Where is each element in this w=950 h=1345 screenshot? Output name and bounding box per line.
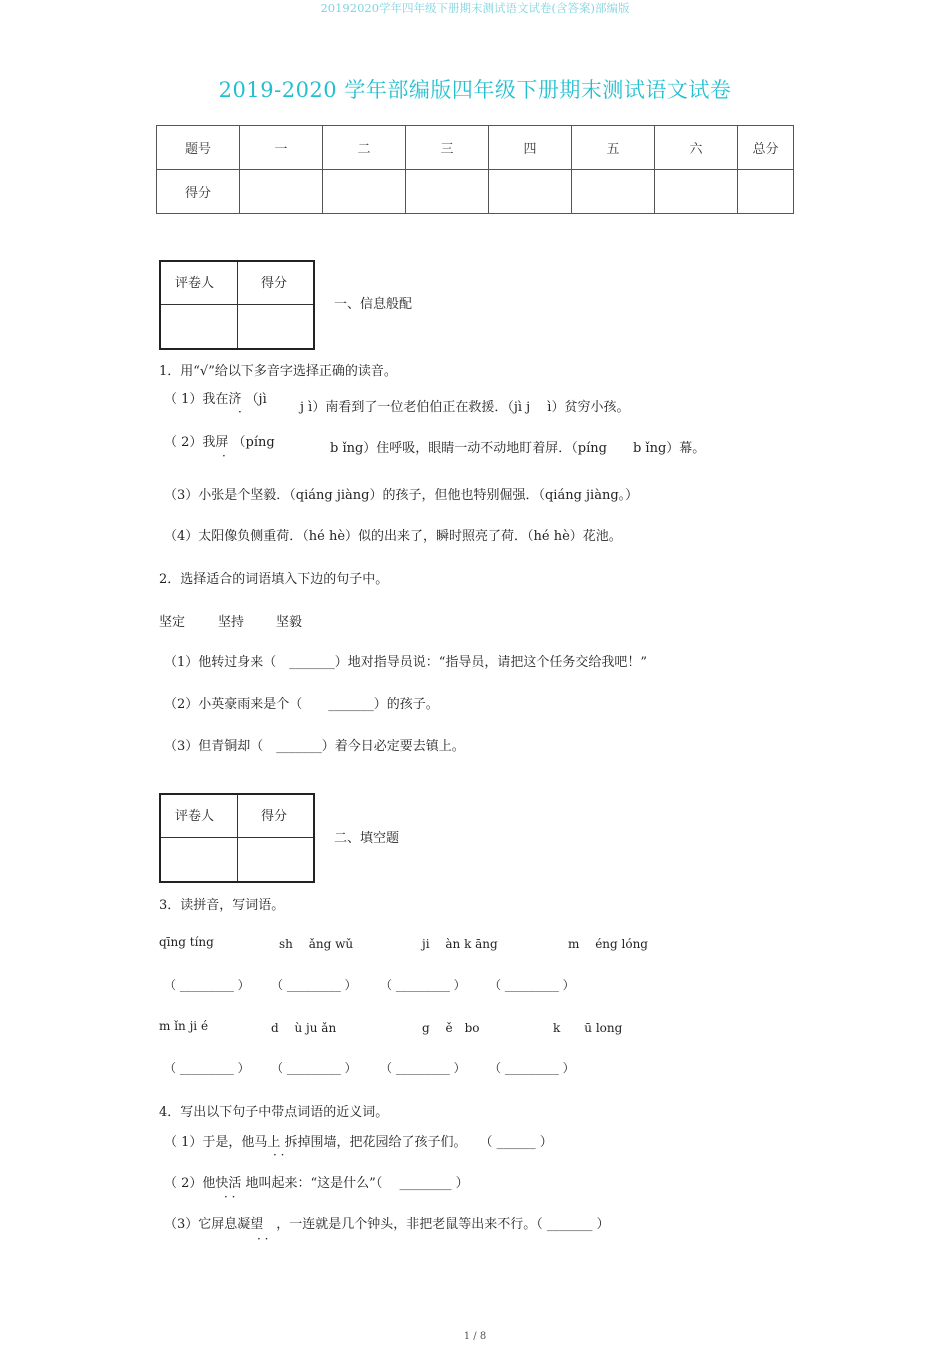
pinyin-item: qīng tíng — [159, 935, 214, 949]
grader-label: 评卷人 — [175, 809, 215, 824]
answer-blank[interactable]: （ _________ ） — [380, 1061, 466, 1075]
q4-stem: 4．写出以下句子中带点词语的近义词。 — [159, 1105, 389, 1120]
word-option: 坚毅 — [276, 615, 303, 630]
q2-sentence1: （1）他转过身来（ _______）地对指导员说：“指导员，请把这个任务交给我吧！” — [164, 655, 648, 670]
q2-sentence3: （3）但青铜却（ _______）着今日必定要去镇上。 — [164, 739, 465, 754]
score-input-cell[interactable] — [406, 170, 489, 214]
word-option: 坚定 — [159, 615, 186, 630]
score-input-cell[interactable] — [240, 170, 323, 214]
answer-blank[interactable]: （ _________ ） — [164, 1061, 250, 1075]
page-title: 2019-2020 学年部编版四年级下册期末测试语文试卷 — [218, 78, 732, 102]
score-table-header-row — [157, 126, 794, 170]
q1-item1-a: （ 1）我在济 （jì — [164, 392, 267, 407]
q1-stem: 1．用“√”给以下多音字选择正确的读音。 — [159, 364, 397, 379]
score-input-cell[interactable] — [572, 170, 655, 214]
q2-stem: 2．选择适合的词语填入下边的句子中。 — [159, 572, 389, 587]
q1-item2-a: （ 2）我屏 （píng — [164, 435, 275, 450]
cell-total: 总分 — [738, 126, 794, 170]
pinyin-item: sh ǎng wǔ — [279, 937, 354, 951]
emphasis-dot: · · — [257, 1232, 269, 1246]
pinyin-item: m ǐn ji é — [159, 1019, 209, 1033]
section2-title: 二、填空题 — [334, 831, 400, 846]
q1-item1-b: j ì）南看到了一位老伯伯正在救援．（jì j ì）贫穷小孩。 — [300, 400, 630, 415]
q3-stem: 3．读拼音，写词语。 — [159, 898, 285, 913]
grader-score-label: 得分 — [261, 276, 288, 291]
answer-blank[interactable]: （ _________ ） — [271, 978, 357, 992]
pinyin-item: m éng lóng — [568, 937, 648, 951]
emphasis-dot: · · — [224, 1190, 236, 1204]
answer-blank[interactable]: （ _________ ） — [380, 978, 466, 992]
section1-title: 一、信息般配 — [334, 297, 413, 312]
answer-blank[interactable]: （ _________ ） — [271, 1061, 357, 1075]
cell-score-label: 得分 — [157, 170, 240, 214]
score-input-cell[interactable] — [489, 170, 572, 214]
doc-header: 20192020学年四年级下册期末测试语文试卷(含答案)部编版 — [320, 1, 630, 15]
grader-box-2 — [159, 793, 315, 883]
answer-blank[interactable]: （ _________ ） — [489, 1061, 575, 1075]
cell-q1: 一 — [240, 126, 323, 170]
cell-q2: 二 — [323, 126, 406, 170]
cell-q4: 四 — [489, 126, 572, 170]
grader-box-1 — [159, 260, 315, 350]
q4-sentence1: （ 1）于是，他马上 拆掉围墙，把花园给了孩子们。 （ ______ ） — [164, 1135, 553, 1150]
score-input-cell[interactable] — [655, 170, 738, 214]
grader-label: 评卷人 — [175, 276, 215, 291]
cell-q5: 五 — [572, 126, 655, 170]
pinyin-item: g ě bo — [422, 1021, 480, 1035]
cell-q6: 六 — [655, 126, 738, 170]
score-table-score-row — [157, 170, 794, 214]
answer-blank[interactable]: （ _________ ） — [489, 978, 575, 992]
q1-item2-b: b ǐng）住呼吸，眼睛一动不动地盯着屏．（píng b ǐng）幕。 — [330, 441, 706, 456]
q4-sentence2: （ 2）他快活 地叫起来：“这是什么”（ ________ ） — [164, 1176, 469, 1191]
q1-item4: （4）太阳像负侧重荷．（hé hè）似的出来了，瞬时照亮了荷．（hé hè）花池。 — [164, 529, 622, 544]
pinyin-item: d ù ju ǎn — [271, 1021, 337, 1035]
word-option: 坚持 — [218, 615, 245, 630]
q1-item3: （3）小张是个坚毅．（qiáng jiàng）的孩子，但他也特别倔强．（qiáng jiàng。） — [164, 488, 639, 503]
cell-q3: 三 — [406, 126, 489, 170]
score-table — [156, 125, 794, 214]
score-input-cell[interactable] — [738, 170, 794, 214]
cell-question-no: 题号 — [157, 126, 240, 170]
emphasis-dot: · · — [273, 1148, 285, 1162]
pinyin-item: k ū long — [553, 1021, 623, 1035]
q2-sentence2: （2）小英豪雨来是个（ _______）的孩子。 — [164, 697, 439, 712]
score-input-cell[interactable] — [323, 170, 406, 214]
pinyin-item: ji àn k āng — [422, 937, 498, 951]
emphasis-dot: · — [222, 449, 226, 463]
grader-score-label: 得分 — [261, 809, 288, 824]
answer-blank[interactable]: （ _________ ） — [164, 978, 250, 992]
emphasis-dot: · — [238, 405, 242, 419]
page-number: 1 / 8 — [463, 1331, 487, 1342]
q4-sentence3: （3）它屏息凝望 ，一连就是几个钟头，非把老鼠等出来不行。（ _______ ） — [164, 1217, 610, 1232]
